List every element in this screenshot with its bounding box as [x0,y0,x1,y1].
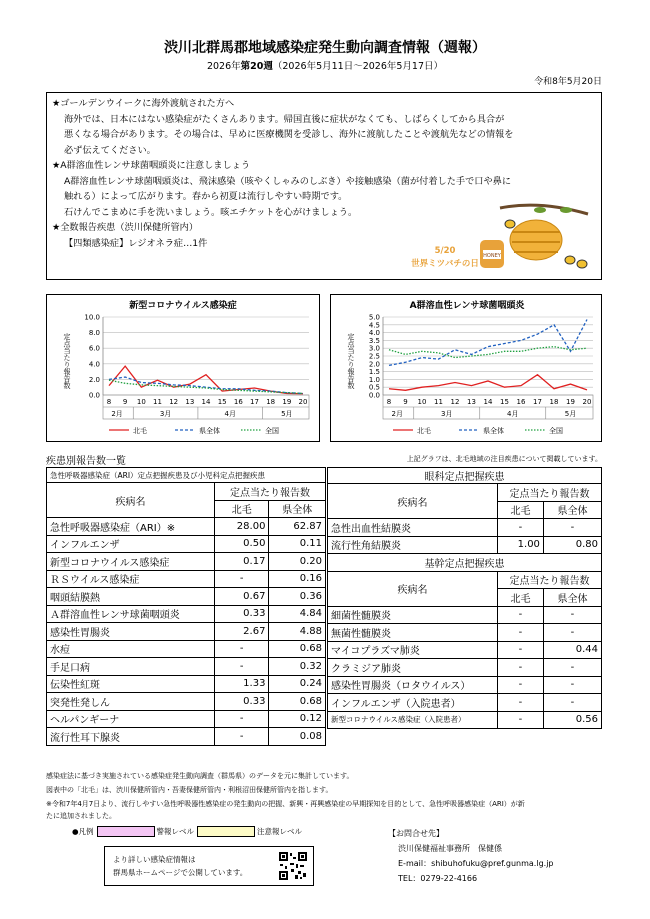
page-title: 渋川北群馬郡地域感染症発生動向調査情報（週報） [164,40,486,56]
disease-name: 急性出血性結膜炎 [328,519,498,537]
value-ken: 0.68 [269,693,326,711]
x-tick-label: 13 [467,398,476,406]
value-ken: 4.88 [269,623,326,641]
y-tick-label: 1.0 [368,375,380,384]
table-row [47,710,326,728]
table-row [328,659,602,677]
notice-text-travel-3: 必ず伝えてください。 [64,144,156,156]
x-tick-label: 18 [266,398,276,406]
disease-name: 無菌性髄膜炎 [328,624,498,642]
chart-strep-svg [331,295,601,441]
table-row [328,624,602,642]
info-line-1: より詳しい感染症情報は [113,855,196,864]
table-row [328,711,602,729]
x-tick-label: 18 [549,398,559,406]
x-tick-label: 20 [298,398,308,406]
value-hokumo: - [498,519,544,537]
period-week: 第20週 [240,61,273,72]
notice-text-travel-2: 悪くなる場合があります。その場合は、早めに医療機関を受診し、海外に渡航したことや渡航先などの情報を [64,129,514,140]
legend-entry: 全国 [549,427,563,435]
value-ken: 0.36 [269,588,326,606]
table-row [47,693,326,711]
disease-name: Ａ群溶血性レンサ球菌咽頭炎 [47,605,215,623]
notice-text-reports: 【四類感染症】レジオネラ症…1件 [64,237,208,249]
value-hokumo: - [215,710,269,728]
value-ken: 62.87 [269,518,326,536]
table-caption: 眼科定点把握疾患 [328,468,602,484]
col-hokumo: 北毛 [498,589,544,607]
x-tick-label: 17 [250,398,259,406]
bee-day-caption [400,245,490,271]
table-eye-sentinel [327,467,602,729]
value-ken: 0.11 [269,535,326,553]
table-row [328,694,602,712]
value-hokumo: 0.33 [215,693,269,711]
x-tick-label: 19 [566,398,575,406]
disease-name: インフルエンザ [47,535,215,553]
value-ken: 0.08 [269,728,326,746]
month-label: 5月 [564,410,577,418]
table-row [47,623,326,641]
value-ken: - [543,519,601,537]
disease-name: ヘルパンギーナ [47,710,215,728]
value-hokumo: 0.50 [215,535,269,553]
col-disease: 疾病名 [328,571,498,606]
y-tick-label: 6.0 [88,344,100,353]
table-row [47,588,326,606]
disease-name: インフルエンザ（入院患者） [328,694,498,712]
contact-office: 渋川保健福祉事務所 保健係 [398,844,502,853]
value-ken: 0.32 [269,658,326,676]
x-tick-label: 14 [483,398,493,406]
footnote-2: 図表中の「北毛」は、渋川保健所管内・吾妻保健所管内・利根沼田保健所管内を指します。 [46,786,333,794]
col-rate: 定点当たり報告数 [498,571,602,589]
qr-code-icon[interactable] [278,851,308,881]
notice-text-strep-3: 石けんでこまめに手を洗いましょう。咳エチケットを心がけましょう。 [64,206,358,218]
honey-jar-label: HONEY [483,253,501,259]
table-row [328,641,602,659]
value-hokumo: - [215,640,269,658]
contact-heading: 【お問合せ先】 [388,829,444,838]
contact-phone[interactable]: TEL：0279-22-4166 [398,874,478,883]
chart-title: 新型コロナウイルス感染症 [129,301,237,311]
month-label: 3月 [441,410,453,418]
y-tick-label: 4.0 [88,360,100,369]
x-tick-label: 16 [233,398,243,406]
chart-covid-svg [47,295,319,441]
y-tick-label: 5.0 [368,313,380,322]
value-ken: - [543,606,601,624]
notice-text-strep-2: 触れる）によって広がります。春から初夏は流行しやすい時期です。 [64,191,348,202]
value-hokumo: 1.33 [215,675,269,693]
period-range: （2026年5月11日～2026年5月17日） [272,61,444,72]
x-tick-label: 20 [582,398,592,406]
value-ken: - [543,624,601,642]
legend-entry: 北毛 [133,427,147,435]
notice-text-travel-1: 海外では、日本にはない感染症がたくさんあります。帰国直後に症状がなくても、しばらくしてから具合が [64,113,505,125]
month-label: 2月 [391,410,403,418]
legend-caution-swatch [197,826,255,837]
col-ken: 県全体 [269,500,326,518]
table-row [328,519,602,537]
x-tick-label: 14 [201,398,211,406]
table-row [47,535,326,553]
y-tick-label: 10.0 [84,313,100,322]
footnote-3: ※令和7年4月7日より、流行しやすい急性呼吸器性感染症の発生動向の把握、新興・再興感染症の早期探知を目的として、急性呼吸器感染症（ARI）が新 [46,800,525,808]
value-ken: - [543,676,601,694]
series-line-1 [389,375,587,391]
x-tick-label: 8 [106,398,112,406]
y-axis-label: 定点当たり報告数 [347,333,355,389]
y-tick-label: 2.0 [88,375,100,384]
table-row [47,553,326,571]
info-line-2: 群馬県ホームページで公開しています。 [113,868,248,877]
x-tick-label: 9 [403,398,408,406]
x-tick-label: 10 [136,398,146,406]
value-hokumo: - [498,676,544,694]
disease-name: 感染性胃腸炎 [47,623,215,641]
y-tick-label: 2.0 [368,360,380,369]
footnote-4: たに追加されました。 [46,812,116,820]
month-label: 5月 [281,410,293,418]
table-caption: 基幹定点把握疾患 [328,554,602,572]
x-tick-label: 12 [450,398,460,406]
y-tick-label: 1.5 [368,368,380,377]
value-ken: 4.84 [269,605,326,623]
table-row [47,518,326,536]
value-hokumo: 0.33 [215,605,269,623]
contact-block [388,826,554,886]
report-period [0,58,650,72]
value-ken: 0.68 [269,640,326,658]
period-year: 2026年 [206,61,241,72]
x-tick-label: 11 [153,398,162,406]
chart-covid [46,294,320,442]
section-title: 疾患別報告数一覧 [46,456,126,467]
disease-name: 細菌性髄膜炎 [328,606,498,624]
contact-email[interactable]: E-mail：shibuhofuku@pref.gunma.lg.jp [398,859,554,868]
chart-strep [330,294,602,442]
x-tick-label: 19 [282,398,292,406]
table-caption: 急性呼吸器感染症（ARI）定点把握疾患及び小児科定点把握疾患 [47,468,326,483]
x-tick-label: 8 [386,398,392,406]
disease-name: 新型コロナウイルス感染症（入院患者） [328,711,498,729]
value-ken: 0.44 [543,641,601,659]
col-hokumo: 北毛 [498,501,544,519]
x-tick-label: 12 [169,398,179,406]
col-ken: 県全体 [543,501,601,519]
disease-name: 水痘 [47,640,215,658]
value-ken: 0.56 [543,711,601,729]
month-label: 3月 [159,410,172,418]
notice-heading-strep: ★A群溶血性レンサ球菌咽頭炎に注意しましょう [52,160,251,171]
x-tick-label: 9 [122,398,128,406]
value-hokumo: - [215,728,269,746]
disease-name: 感染性胃腸炎（ロタウイルス） [328,676,498,694]
disease-name: 急性呼吸器感染症（ARI）※ [47,518,215,536]
y-tick-label: 2.5 [368,352,380,361]
value-hokumo: - [215,570,269,588]
x-tick-label: 10 [417,398,427,406]
value-hokumo: - [215,658,269,676]
y-tick-label: 0.0 [368,391,380,400]
legend-entry: 全国 [265,427,279,435]
value-hokumo: 2.67 [215,623,269,641]
value-ken: 0.80 [543,536,601,554]
bee-day-label: 世界ミツバチの日 [411,259,479,269]
x-tick-label: 11 [434,398,443,406]
value-hokumo: 0.67 [215,588,269,606]
table-row [47,728,326,746]
value-ken: 0.16 [269,570,326,588]
disease-name: 新型コロナウイルス感染症 [47,553,215,571]
table-row [47,605,326,623]
y-tick-label: 3.0 [368,344,380,353]
series-line-2 [389,319,587,365]
chart-title: A群溶血性レンサ球菌咽頭炎 [409,301,525,311]
table-row [328,536,602,554]
month-label: 4月 [224,410,236,418]
disease-name: マイコプラズマ肺炎 [328,641,498,659]
y-tick-label: 4.0 [368,329,380,338]
value-hokumo: 28.00 [215,518,269,536]
table-row [47,570,326,588]
value-hokumo: - [498,694,544,712]
disease-name: 突発性発しん [47,693,215,711]
issue-date: 令和8年5月20日 [534,77,602,87]
notice-heading-travel: ★ゴールデンウイークに海外渡航された方へ [52,98,235,109]
disease-name: 伝染性紅斑 [47,675,215,693]
y-axis-label: 定点当たり報告数 [63,333,71,389]
value-ken: 0.24 [269,675,326,693]
col-disease: 疾病名 [47,483,215,518]
legend-warning-swatch [97,826,155,837]
value-ken: 0.20 [269,553,326,571]
value-hokumo: - [498,641,544,659]
y-tick-label: 0.5 [368,383,380,392]
value-hokumo: - [498,711,544,729]
notice-heading-reports: ★全数報告疾患（渋川保健所管内） [52,222,199,233]
y-tick-label: 3.5 [368,336,380,345]
col-ken: 県全体 [543,589,601,607]
col-rate: 定点当たり報告数 [215,483,326,501]
value-hokumo: - [498,606,544,624]
x-tick-label: 15 [500,398,509,406]
y-tick-label: 4.5 [368,321,380,330]
legend-entry: 北毛 [417,427,431,435]
legend-entry: 県全体 [199,427,220,435]
disease-name: クラミジア肺炎 [328,659,498,677]
notice-text-strep-1: A群溶血性レンサ球菌咽頭炎は、飛沫感染（咳やくしゃみのしぶき）や接触感染（菌が付着した手で口や鼻に [64,175,512,187]
value-hokumo: - [498,624,544,642]
value-ken: 0.12 [269,710,326,728]
legend [46,826,302,837]
footnote-1: 感染症法に基づき実施されている感染症発生動向調査（群馬県）のデータを元に集計しています。 [46,772,354,780]
legend-label: ●凡例 [72,827,94,836]
value-ken: - [543,694,601,712]
legend-caution-label: 注意報レベル [257,827,303,836]
x-tick-label: 13 [185,398,195,406]
table-row [47,658,326,676]
y-tick-label: 0.0 [88,391,100,400]
disease-name: 流行性耳下腺炎 [47,728,215,746]
disease-name: ＲＳウイルス感染症 [47,570,215,588]
table-row [47,675,326,693]
legend-entry: 県全体 [483,427,504,435]
disease-name: 咽頭結膜熱 [47,588,215,606]
section-note: 上記グラフは、北毛地域の注目疾患について掲載しています。 [406,455,602,463]
col-rate: 定点当たり報告数 [498,484,602,502]
value-hokumo: 0.17 [215,553,269,571]
month-label: 4月 [507,410,519,418]
legend-warning-label: 警報レベル [156,827,195,836]
x-tick-label: 17 [533,398,542,406]
col-hokumo: 北毛 [215,500,269,518]
table-row [328,606,602,624]
y-tick-label: 8.0 [88,329,100,338]
disease-name: 手足口病 [47,658,215,676]
table-row [47,640,326,658]
table-ari-pediatric [46,467,326,746]
value-ken: - [543,659,601,677]
x-tick-label: 16 [516,398,526,406]
disease-name: 流行性角結膜炎 [328,536,498,554]
month-label: 2月 [111,410,123,418]
table-row [328,676,602,694]
value-hokumo: - [498,659,544,677]
x-tick-label: 15 [217,398,227,406]
series-line-1 [109,366,303,394]
value-hokumo: 1.00 [498,536,544,554]
col-disease: 疾病名 [328,484,498,519]
bee-day-date: 5/20 [434,246,456,256]
